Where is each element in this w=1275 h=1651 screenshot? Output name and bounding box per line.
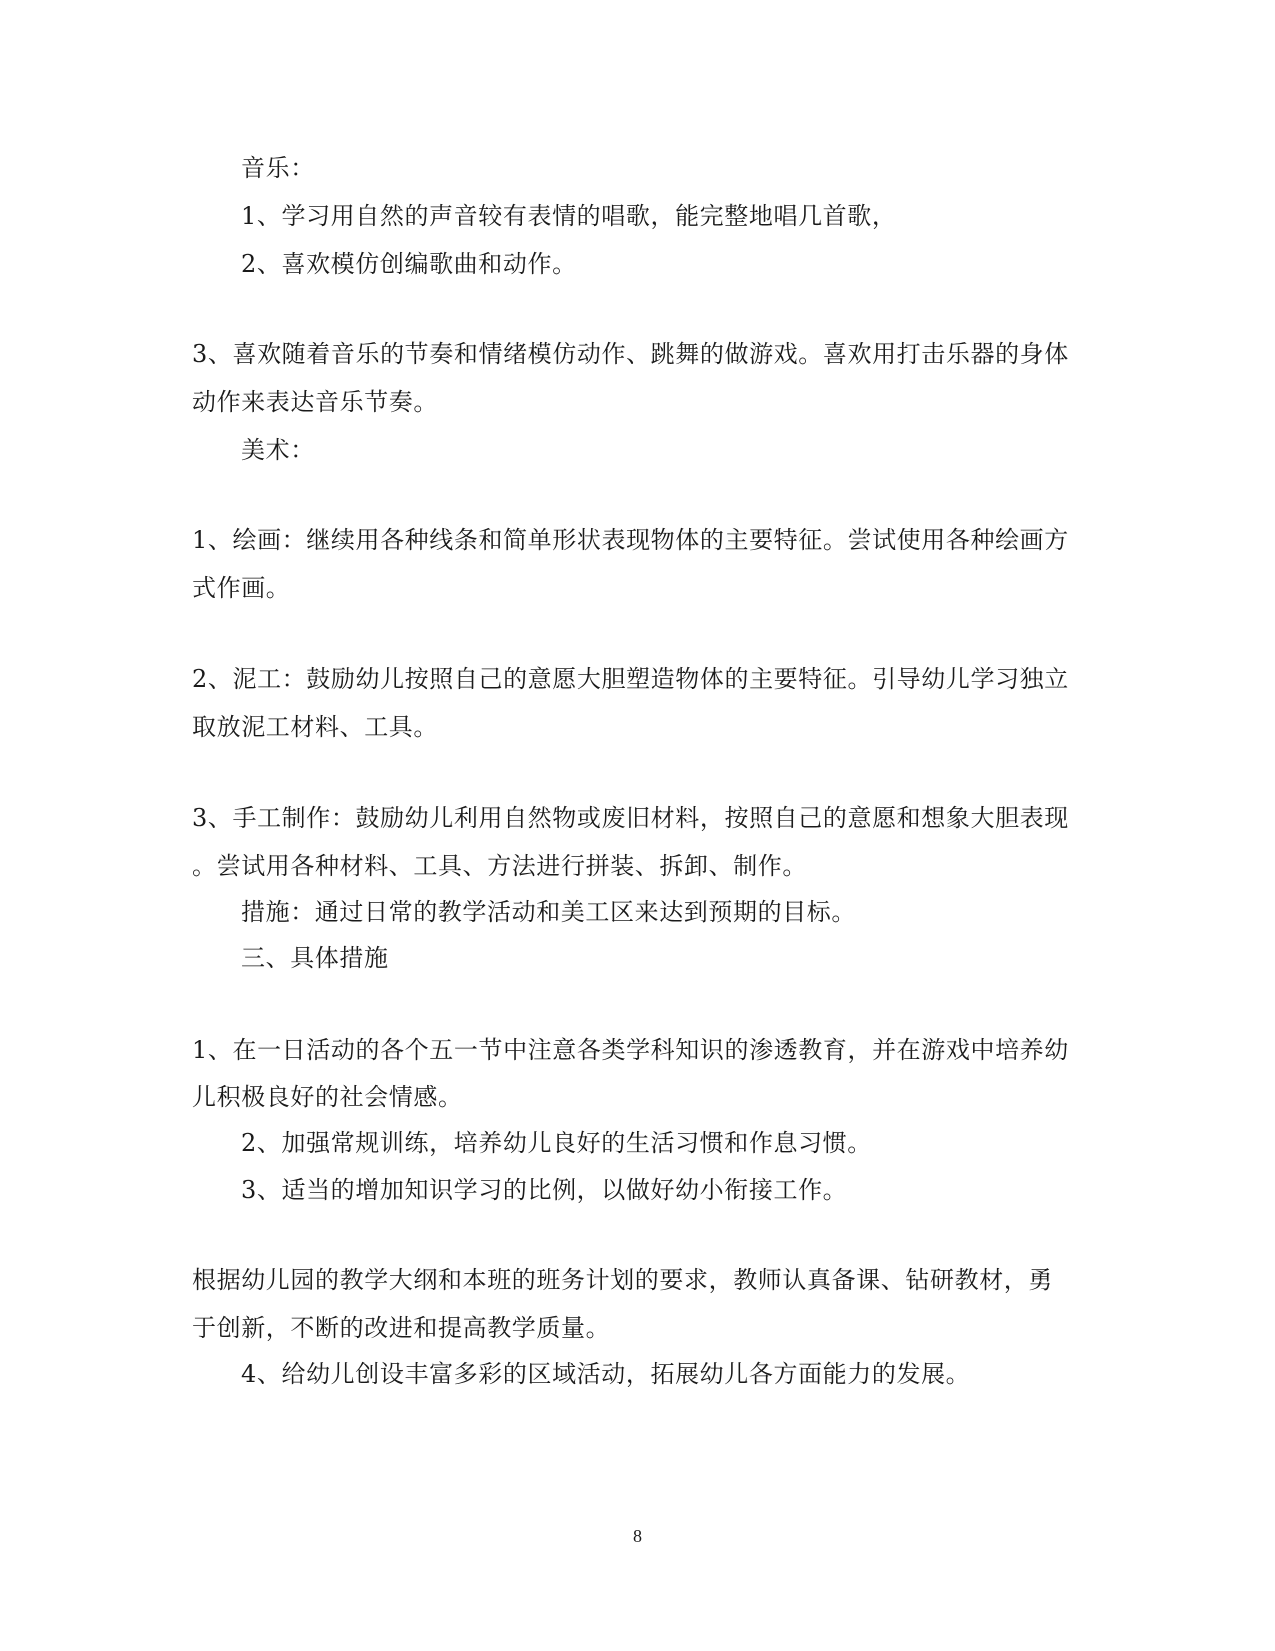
art-item-1-line-2: 式作画。 [192,574,291,602]
art-item-2-line-2: 取放泥工材料、工具。 [192,713,438,741]
art-heading: 美术： [241,436,315,464]
music-heading: 音乐： [241,154,315,182]
measure-3: 3、适当的增加知识学习的比例，以做好幼小衔接工作。 [241,1176,848,1204]
measure-4: 4、给幼儿创设丰富多彩的区域活动，拓展幼儿各方面能力的发展。 [241,1360,971,1388]
art-item-3-line-2: 。尝试用各种材料、工具、方法进行拼装、拆卸、制作。 [192,852,807,880]
music-item-3-line-2: 动作来表达音乐节奏。 [192,388,438,416]
music-item-1: 1、学习用自然的声音较有表情的唱歌，能完整地唱几首歌， [241,202,897,230]
music-item-2: 2、喜欢模仿创编歌曲和动作。 [241,250,577,278]
paragraph-line-2: 于创新，不断的改进和提高教学质量。 [192,1314,611,1342]
page-number: 8 [633,1526,642,1546]
paragraph-line-1: 根据幼儿园的教学大纲和本班的班务计划的要求，教师认真备课、钻研教材，勇 [192,1266,1053,1294]
section-three-heading: 三、具体措施 [241,944,389,972]
measures-note: 措施：通过日常的教学活动和美工区来达到预期的目标。 [241,898,856,926]
art-item-1-line-1: 1、绘画：继续用各种线条和简单形状表现物体的主要特征。尝试使用各种绘画方 [192,526,1069,554]
music-item-3-line-1: 3、喜欢随着音乐的节奏和情绪模仿动作、跳舞的做游戏。喜欢用打击乐器的身体 [192,340,1069,368]
art-item-3-line-1: 3、手工制作：鼓励幼儿利用自然物或废旧材料，按照自己的意愿和想象大胆表现 [192,804,1069,832]
art-item-2-line-1: 2、泥工：鼓励幼儿按照自己的意愿大胆塑造物体的主要特征。引导幼儿学习独立 [192,665,1069,693]
measure-2: 2、加强常规训练，培养幼儿良好的生活习惯和作息习惯。 [241,1129,872,1157]
measure-1-line-1: 1、在一日活动的各个五一节中注意各类学科知识的渗透教育，并在游戏中培养幼 [192,1036,1069,1064]
measure-1-line-2: 儿积极良好的社会情感。 [192,1083,463,1111]
